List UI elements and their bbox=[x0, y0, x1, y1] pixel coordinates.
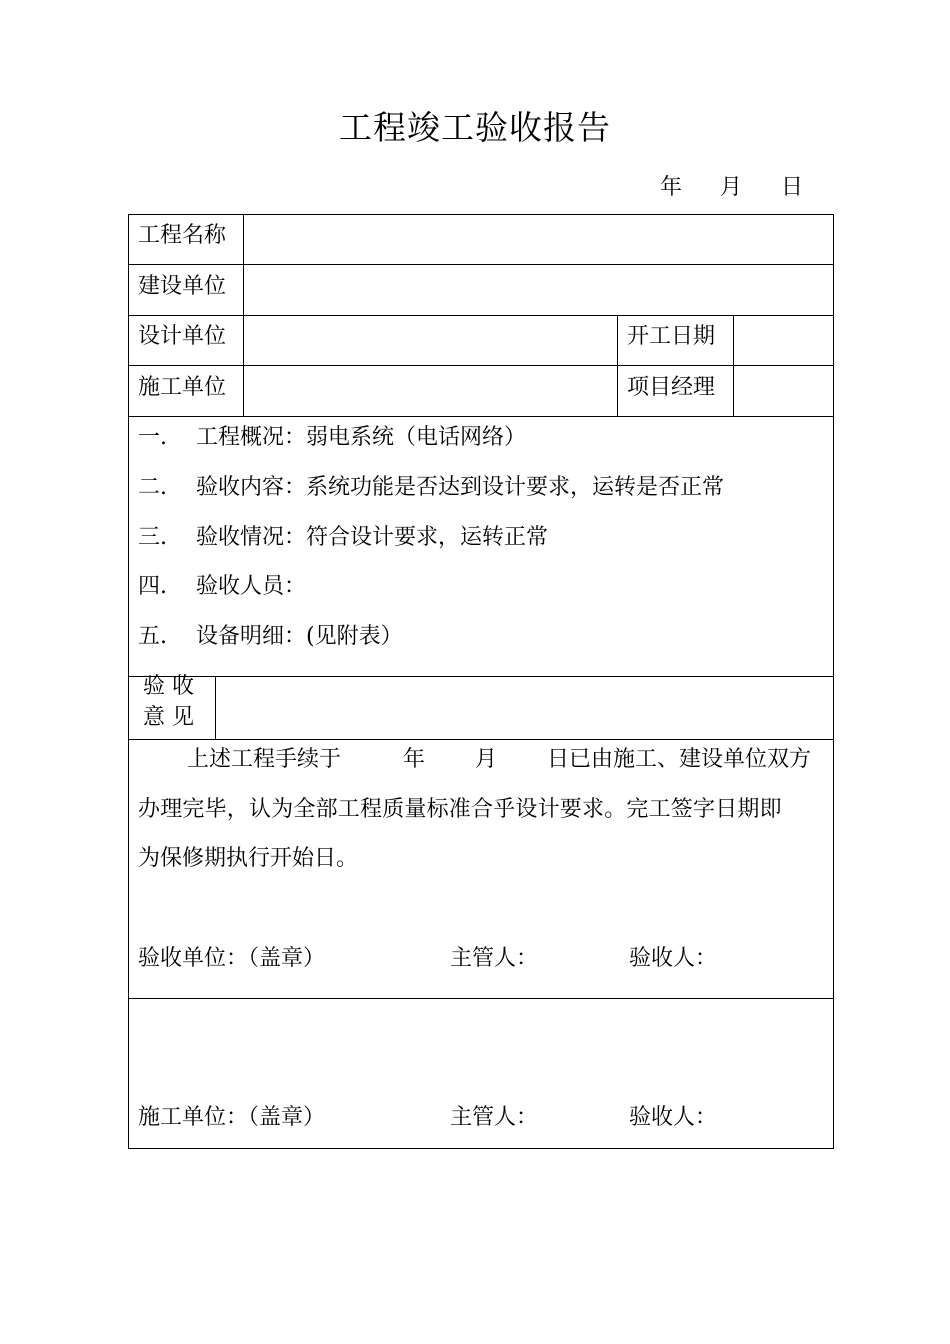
item-text: 验收人员： bbox=[196, 574, 307, 599]
acceptance-unit-seal: 验收单位：（盖章） bbox=[138, 946, 326, 971]
item-number: 一. bbox=[138, 425, 167, 450]
row-divider bbox=[128, 676, 834, 677]
item-number: 五. bbox=[138, 624, 167, 649]
opinion-label-line1: 验 收 bbox=[143, 674, 194, 699]
report-table bbox=[128, 214, 834, 1149]
row-divider bbox=[128, 998, 834, 999]
statement-year: 年 bbox=[403, 747, 426, 772]
page-title: 工程竣工验收报告 bbox=[339, 108, 611, 147]
acceptance-manager: 主管人： bbox=[450, 946, 539, 971]
item-number: 三. bbox=[138, 525, 167, 550]
date-month: 月 bbox=[720, 175, 743, 200]
row-divider bbox=[128, 365, 834, 366]
date-day: 日 bbox=[781, 175, 804, 200]
construction-inspector: 验收人： bbox=[629, 1105, 718, 1130]
statement-line3: 为保修期执行开始日。 bbox=[138, 846, 359, 871]
designer-label: 设计单位 bbox=[138, 324, 227, 349]
column-divider bbox=[243, 214, 244, 416]
row-divider bbox=[128, 315, 834, 316]
constructor-label: 施工单位 bbox=[138, 375, 227, 400]
column-divider bbox=[215, 676, 216, 739]
item-number: 四. bbox=[138, 574, 167, 599]
statement-line1-start: 上述工程手续于 bbox=[187, 747, 342, 772]
column-divider bbox=[617, 315, 618, 416]
builder-label: 建设单位 bbox=[138, 274, 227, 299]
statement-line1-end: 日已由施工、建设单位双方 bbox=[547, 747, 812, 772]
item-text: 工程概况：弱电系统（电话网络） bbox=[196, 425, 527, 450]
acceptance-inspector: 验收人： bbox=[629, 946, 718, 971]
row-divider bbox=[128, 264, 834, 265]
construction-manager: 主管人： bbox=[450, 1105, 539, 1130]
statement-month: 月 bbox=[475, 747, 498, 772]
item-number: 二. bbox=[138, 475, 167, 500]
opinion-label-line2: 意 见 bbox=[143, 705, 194, 730]
statement-line2: 办理完毕，认为全部工程质量标准合乎设计要求。完工签字日期即 bbox=[138, 797, 782, 822]
row-divider bbox=[128, 416, 834, 417]
item-text: 验收情况：符合设计要求，运转正常 bbox=[196, 525, 549, 550]
row-divider bbox=[128, 739, 834, 740]
construction-unit-seal: 施工单位：（盖章） bbox=[138, 1105, 326, 1130]
project-manager-label: 项目经理 bbox=[627, 375, 716, 400]
item-text: 设备明细：(见附表） bbox=[196, 624, 403, 649]
item-text: 验收内容：系统功能是否达到设计要求，运转是否正常 bbox=[196, 475, 725, 500]
column-divider bbox=[733, 315, 734, 416]
project-name-label: 工程名称 bbox=[138, 223, 227, 248]
start-date-label: 开工日期 bbox=[627, 324, 716, 349]
date-year: 年 bbox=[660, 175, 683, 200]
